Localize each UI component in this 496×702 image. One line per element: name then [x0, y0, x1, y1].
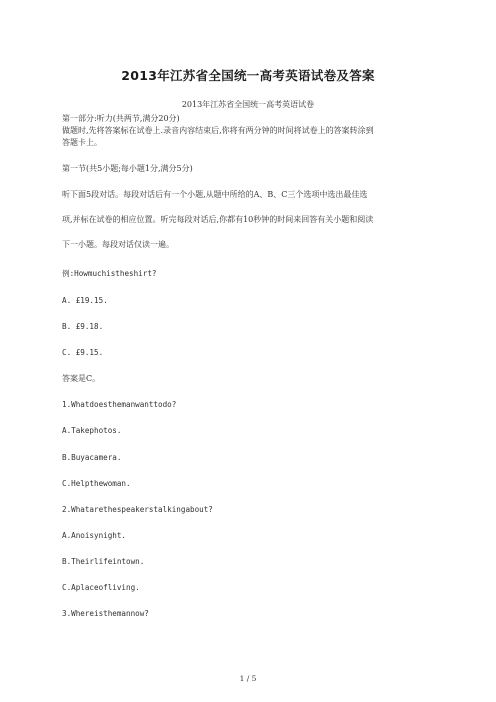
section-heading: 第一节(共5小题;每小题1分,满分5分)	[62, 164, 193, 173]
example-answer: 答案是C。	[62, 374, 101, 383]
page-number: 1 / 5	[239, 674, 257, 683]
option-b: B. £9.18.	[62, 322, 104, 331]
example-question: 例:Howmuchistheshirt?	[62, 269, 157, 278]
instruction-text: 项,并标在试卷的相应位置。听完每段对话后,你都有10秒钟的时间来回答有关小题和阅读	[62, 215, 374, 224]
part-heading: 第一部分:听力(共两节,满分20分)	[62, 114, 180, 123]
option-b: B.Buyacamera.	[62, 453, 122, 462]
question-1: 1.Whatdoesthemanwanttodo?	[62, 400, 177, 409]
instruction-text: 下一小题。每段对话仅读一遍。	[62, 240, 174, 249]
document-subtitle: 2013年江苏省全国统一高考英语试卷	[181, 100, 315, 109]
instruction-text: 答题卡上。	[62, 138, 102, 147]
option-a: A. £19.15.	[62, 296, 108, 305]
option-a: A.Anoisynight.	[62, 531, 127, 540]
option-b: B.Theirlifeintown.	[62, 557, 145, 566]
option-c: C. £9.15.	[62, 348, 104, 357]
question-3: 3.Whereisthemannow?	[62, 609, 149, 618]
document-title: 2013年江苏省全国统一高考英语试卷及答案	[121, 68, 375, 83]
option-c: C.Helpthewoman.	[62, 479, 131, 488]
option-c: C.Aplaceofliving.	[62, 583, 140, 592]
instruction-text: 做题时,先将答案标在试卷上.录音内容结束后,你将有两分钟的时间将试卷上的答案转涂到	[62, 126, 374, 135]
question-2: 2.Whatarethespeakerstalkingabout?	[62, 505, 213, 514]
option-a: A.Takephotos.	[62, 426, 122, 435]
instruction-text: 听下面5段对话。每段对话后有一个小题,从题中所给的A、B、C三个选项中选出最佳选	[62, 190, 368, 199]
